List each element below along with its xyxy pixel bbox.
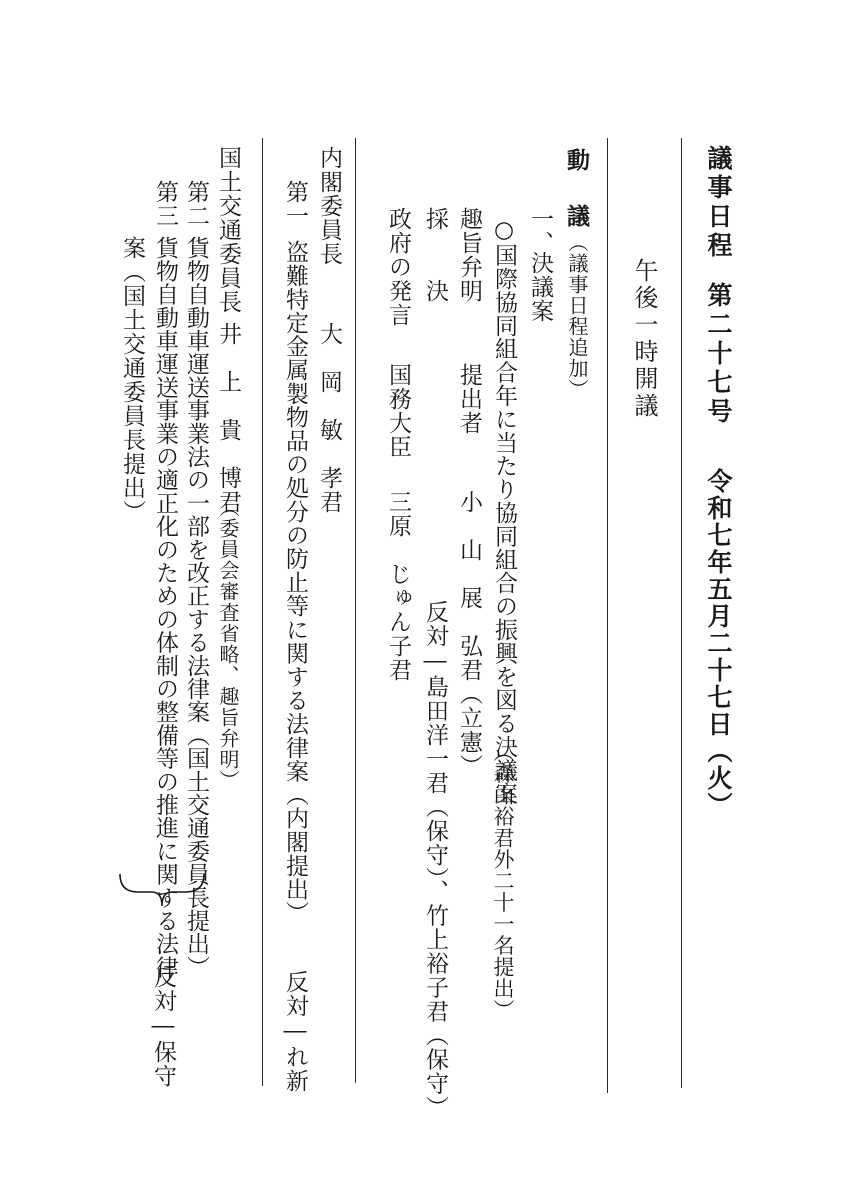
mlit-chair-name: 井 上 貴 博君 [215, 322, 241, 514]
page-title: 議事日程 [704, 145, 733, 261]
resolution-title: ○国際協同組合年に当たり協同組合の振興を図る決議案 [491, 217, 517, 805]
mlit-opposition: 反対―保守 [150, 965, 176, 1088]
cabinet-chair-title: 内閣委員長 [316, 146, 342, 266]
rule-right [681, 138, 682, 1088]
mlit-item3-bill-line2: 案（国土交通委員長提出） [119, 236, 145, 524]
mlit-chair-note: （委員会審査省略、趣旨弁明） [216, 497, 240, 791]
agenda-number: 第二十七号 [704, 282, 733, 427]
opening-time: 午後一時開議 [630, 258, 658, 420]
rule-middle [607, 138, 608, 1093]
motion-item-number: 一、 [527, 207, 553, 255]
motion-heading-2: 議 [563, 204, 590, 228]
agenda-date: 令和七年五月二十七日（火） [704, 468, 733, 819]
cabinet-opposition: 反対―れ新 [282, 970, 308, 1093]
vote-label: 採 決 [422, 207, 448, 303]
proposer-name: 小 山 展 弘君（立憲） [456, 490, 482, 778]
minister-title: 国務大臣 [385, 363, 411, 459]
cabinet-bill-title: 盗難特定金属製物品の処分の防止等に関する法律案（内閣提出） [282, 240, 308, 925]
mlit-chair-title: 国土交通委員長 [215, 146, 241, 314]
grouping-brace [112, 868, 212, 912]
rule-left-1 [355, 138, 356, 1083]
resolution-note: （森山裕君外二十一名提出） [491, 741, 515, 1021]
proposer-label: 提出者 [456, 363, 482, 435]
cabinet-chair-name: 大 岡 敏 孝君 [316, 322, 342, 514]
govt-statement-label: 政府の発言 [385, 207, 411, 327]
mlit-item3-number: 第三 [152, 180, 178, 228]
mlit-item2-bill: 貨物自動車運送事業法の一部を改正する法律案（国土交通委員長提出） [183, 236, 209, 979]
rule-left-2 [262, 138, 263, 1086]
mlit-item3-bill-line1: 貨物自動車運送事業の適正化のための体制の整備等の推進に関する法律 [152, 236, 178, 979]
mlit-item2-number: 第二 [183, 180, 209, 228]
vote-opposition: 反対―島田洋一君（保守）、竹上裕子君（保守） [422, 600, 448, 1120]
motion-heading: 動 [563, 148, 590, 172]
motion-heading-note: （議事日程追加） [565, 232, 589, 400]
minister-name: 三原 じゅん子君 [385, 490, 411, 682]
motion-item-label: 決議案 [527, 251, 553, 323]
cabinet-item-number: 第一 [282, 180, 308, 228]
explanation-label: 趣旨弁明 [456, 207, 482, 303]
